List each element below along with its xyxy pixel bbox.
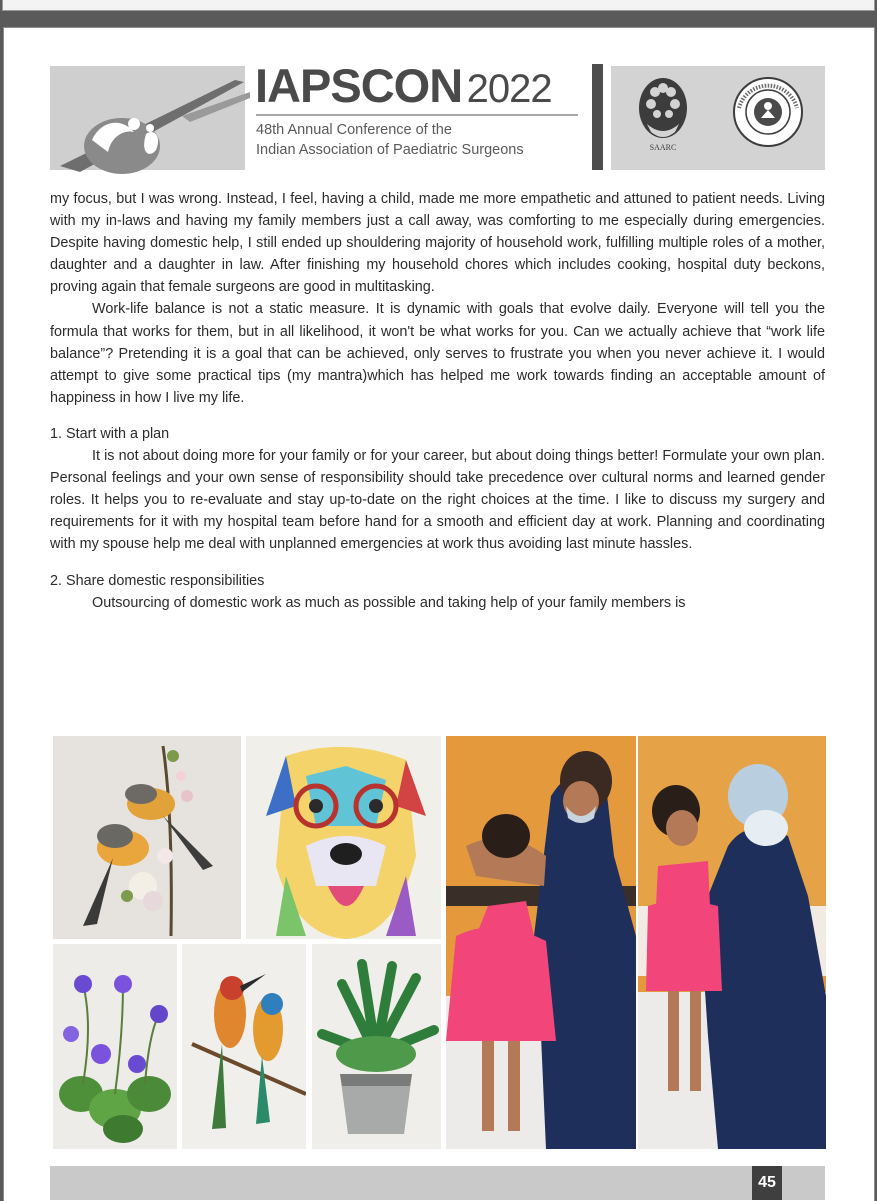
conference-title [255, 58, 552, 113]
painting-robins [53, 736, 241, 939]
footer-bar [50, 1166, 825, 1200]
painting-dog [246, 736, 441, 939]
subtitle-line-1: 48th Annual Conference of the [256, 122, 452, 138]
painting-violets [53, 944, 177, 1149]
saarc-label: SAARC [649, 143, 677, 152]
paragraph-4: Outsourcing of domestic work as much as possible and taking help of your family members is [92, 594, 686, 611]
header-right-band [611, 66, 825, 170]
section-heading-2: 2. Share domestic responsibilities [50, 572, 265, 589]
title-year: 2022 [466, 67, 552, 111]
saarc-logo-icon [639, 78, 687, 152]
photo-mother-daughter-2 [638, 736, 826, 1149]
partner-logos [611, 66, 825, 170]
iapscon-logo-icon [50, 62, 250, 177]
previous-page-edge [2, 0, 875, 11]
conference-subtitle [256, 120, 524, 160]
page-number: 45 [752, 1166, 782, 1200]
photo-collage [50, 731, 826, 1151]
title-rule [256, 114, 578, 116]
paragraph-3: It is not about doing more for your family or for your career, but about doing things better! Formulate your own plan. Personal feelings and your own sense of responsibility should take precedence over cultural norms and learned gender roles. It helps you to re-evaluate and stay up-to-date on the right choices at the time. I like to discuss my surgery and requirements for it with my hospital team before hand for a smooth and efficient day at work. Planning and coordinating with my spouse help me deal with unplanned emergencies at work thus avoiding last minute hassles. [50, 448, 825, 553]
iaps-seal-icon [734, 78, 802, 146]
subtitle-line-2: Indian Association of Paediatric Surgeons [256, 142, 524, 158]
painting-bee-eaters [182, 944, 306, 1149]
painting-succulent-pot [312, 944, 441, 1149]
section-heading-1: 1. Start with a plan [50, 425, 170, 442]
article-text [50, 188, 825, 614]
paragraph-2: Work-life balance is not a static measure. It is dynamic with goals that evolve daily. Everyone will tell you the formula that works for them, but in all likelihood, it won't be what works for you. Can we actually achieve that “work life balance”? Pretending it is a goal that can be achieved, only serves to frustrate you when you never achieve it. I would attempt to give some practical tips (my mantra)which has helped me work towards finding an acceptable amount of happiness in how I live my life. [50, 301, 825, 406]
header-divider [592, 64, 603, 170]
paragraph-1: my focus, but I was wrong. Instead, I feel, having a child, made me more empathetic and attuned to patient needs. Living with my in-laws and having my family members just a call away, was comforting to me especially during emergencies. Despite having domestic help, I still ended up shouldering majority of household work, fulfilling multiple roles of a mother, daughter and a daughter in law. After finishing my household chores which includes cooking, hospital duty beckons, proving again that female surgeons are good in multitasking. [50, 191, 825, 296]
title-bold: IAPSCON [255, 59, 463, 112]
photo-mother-daughter-1 [446, 736, 636, 1149]
